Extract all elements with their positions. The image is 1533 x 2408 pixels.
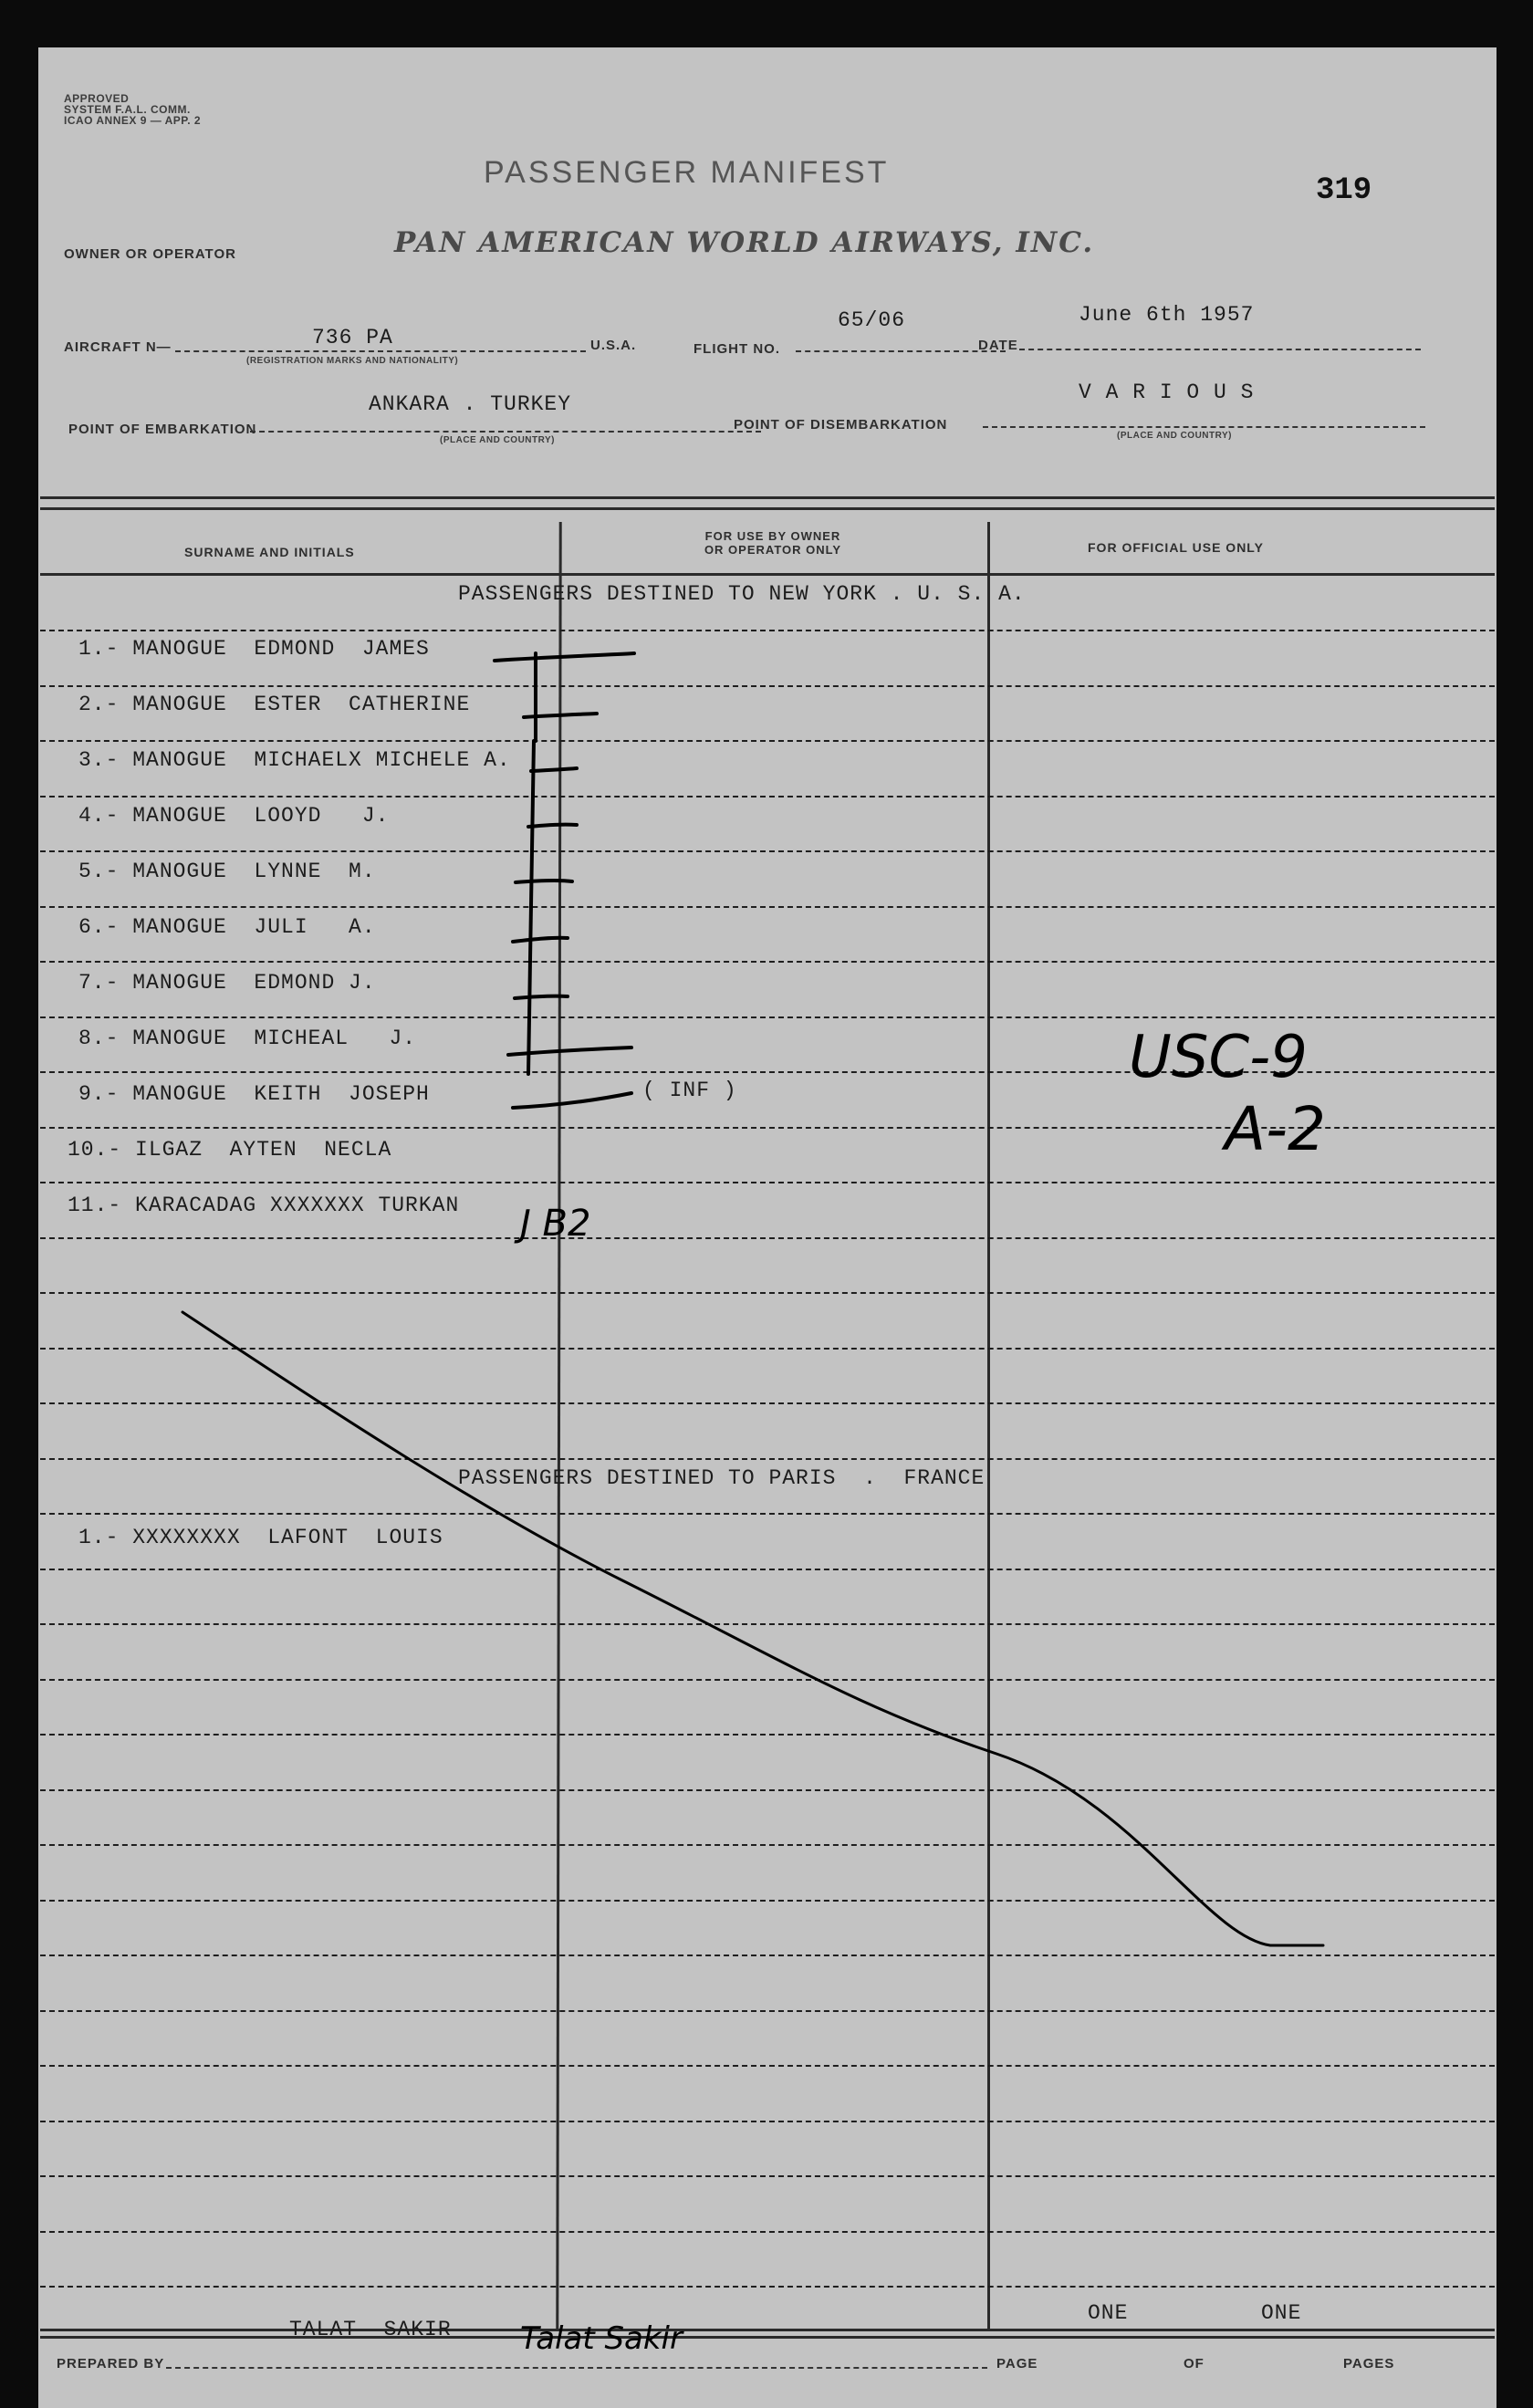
check-mark [529,960,530,1019]
embark-label: POINT OF EMBARKATION [68,422,257,437]
page-value: ONE [1088,2301,1129,2325]
passenger-row: 7.- MANOGUE EDMOND J. [78,971,376,995]
form-code-line: SYSTEM F.A.L. COMM. [64,103,191,116]
registration-note: (REGISTRATION MARKS AND NATIONALITY) [246,356,459,366]
aircraft-value: 736 PA [312,326,393,349]
passenger-row: 3.- MANOGUE MICHAELX MICHELE A. [78,748,511,772]
pages-label: PAGES [1343,2356,1395,2372]
passenger-row: 1.- MANOGUE EDMOND JAMES [78,637,430,661]
passenger-row: 10.- ILGAZ AYTEN NECLA [68,1138,392,1162]
check-mark [530,905,531,960]
check-mark [513,1093,631,1108]
passenger-row: 5.- MANOGUE LYNNE M. [78,860,376,883]
visa-code: J B2 [520,1203,591,1245]
owner-label: OWNER OR OPERATOR [64,246,236,262]
passenger-row: 2.- MANOGUE ESTER CATHERINE [78,693,471,716]
handwritten-text [514,1024,1326,2357]
check-mark [495,653,634,661]
check-mark [515,996,568,998]
nationality-label: U.S.A. [590,338,637,353]
embark-note: (PLACE AND COUNTRY) [440,435,555,445]
signature-text: Talat Sakir [520,2320,683,2357]
official-note-a2: A-2 [1225,1094,1326,1164]
passenger-row: 9.- MANOGUE KEITH JOSEPH [78,1082,430,1106]
page-number: 319 [1316,173,1372,208]
disembark-note: (PLACE AND COUNTRY) [1117,431,1232,441]
handwriting-overlay [38,47,1496,2408]
prepared-by-label: PREPARED BY [57,2356,165,2372]
check-mark [528,825,577,827]
column-header-surname: SURNAME AND INITIALS [184,545,355,559]
form-code-line: APPROVED [64,92,130,105]
page-label: PAGE [996,2356,1038,2372]
infant-note: ( INF ) [642,1079,737,1102]
document-title: PASSENGER MANIFEST [484,155,890,190]
date-label: DATE [978,338,1018,353]
check-mark [528,1019,529,1074]
void-line [182,1312,1323,1945]
check-mark [531,850,532,905]
passenger-row: 4.- MANOGUE LOOYD J. [78,804,390,828]
passenger-row: 8.- MANOGUE MICHEAL J. [78,1027,417,1050]
pages-value: ONE [1261,2301,1302,2325]
passenger-row: 1.- XXXXXXXX LAFONT LOUIS [78,1526,443,1549]
disembark-value: V A R I O U S [1079,380,1255,404]
check-mark [533,741,534,794]
check-mark [531,768,577,771]
column-header-owner-use-line: FOR USE BY OWNER [704,529,841,543]
embark-value: ANKARA . TURKEY [369,392,572,416]
check-mark [516,881,572,882]
of-label: OF [1184,2356,1204,2372]
column-header-official: FOR OFFICIAL USE ONLY [1088,540,1264,555]
date-value: June 6th 1957 [1079,303,1255,327]
disembark-label: POINT OF DISEMBARKATION [734,417,948,433]
section-heading-paris: PASSENGERS DESTINED TO PARIS . FRANCE [458,1466,986,1490]
aircraft-label: AIRCRAFT N— [64,339,172,355]
operator-name: PAN AMERICAN WORLD AIRWAYS, INC. [394,226,1095,259]
manifest-sheet [38,47,1496,2408]
prepared-by-name: TALAT SAKIR [289,2318,452,2341]
section-heading-new-york: PASSENGERS DESTINED TO NEW YORK . U. S. A. [458,582,1026,606]
check-mark [508,1048,631,1055]
passenger-row: 6.- MANOGUE JULI A. [78,915,376,939]
passenger-row: 11.- KARACADAG XXXXXXX TURKAN [68,1194,460,1217]
flight-value: 65/06 [838,308,906,332]
flight-label: FLIGHT NO. [694,341,780,357]
column-header-owner-use-line: OR OPERATOR ONLY [704,543,842,557]
form-code-line: ICAO ANNEX 9 — APP. 2 [64,114,202,127]
check-mark [532,794,533,850]
official-note-usc: USC-9 [1129,1024,1308,1091]
check-mark [513,938,568,942]
